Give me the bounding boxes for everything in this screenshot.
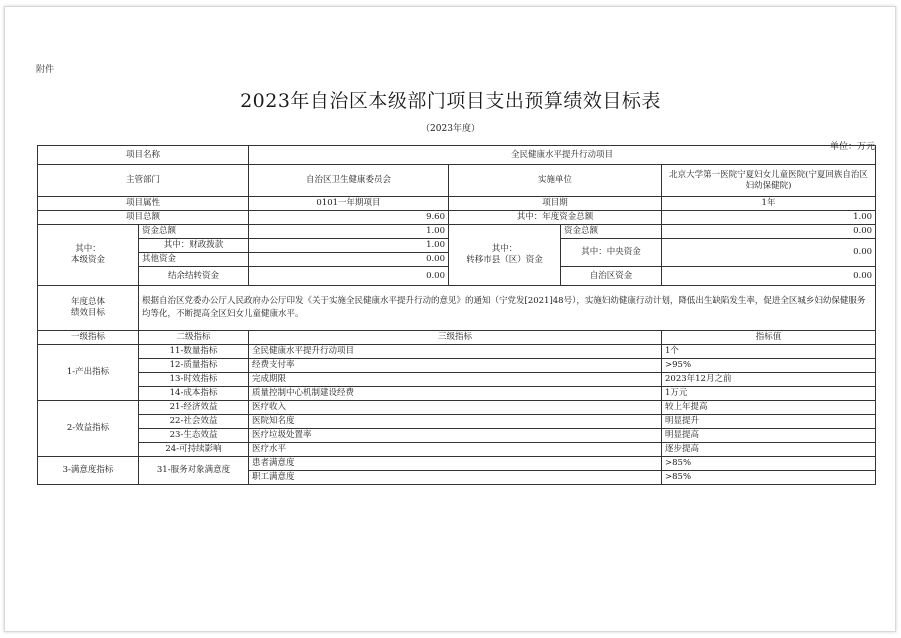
- annual-value: 1.00: [662, 211, 876, 225]
- carry-value: 0.00: [249, 267, 449, 286]
- total-label: 项目总额: [38, 211, 249, 225]
- t-central-value: 0.00: [662, 239, 876, 267]
- level3-cell: 经费支付率: [249, 359, 662, 373]
- level2-cell: 24-可持续影响: [139, 443, 249, 457]
- col-value-header: 指标值: [662, 331, 876, 345]
- other-value: 0.00: [249, 253, 449, 267]
- level2-cell: 13-时效指标: [139, 373, 249, 387]
- col-level1-header: 一级指标: [38, 331, 139, 345]
- t-total-value: 0.00: [662, 225, 876, 239]
- value-cell: >95%: [662, 359, 876, 373]
- col-level3-header: 三级指标: [249, 331, 662, 345]
- level3-cell: 全民健康水平提升行动项目: [249, 345, 662, 359]
- other-label: 其他资金: [139, 253, 249, 267]
- fiscal-label: 其中：财政拨款: [139, 239, 249, 253]
- level2-cell: 14-成本指标: [139, 387, 249, 401]
- value-cell: 逐步提高: [662, 443, 876, 457]
- level3-cell: 医疗收入: [249, 401, 662, 415]
- fiscal-value: 1.00: [249, 239, 449, 253]
- document-title: 2023年自治区本级部门项目支出预算绩效目标表: [240, 90, 661, 112]
- level2-cell: 12-质量指标: [139, 359, 249, 373]
- annual-label: 其中：年度资金总额: [449, 211, 662, 225]
- value-cell: >85%: [662, 471, 876, 485]
- project-name-value: 全民健康水平提升行动项目: [249, 146, 876, 165]
- impl-label: 实施单位: [449, 165, 662, 197]
- level2-cell: 22-社会效益: [139, 415, 249, 429]
- level3-cell: 医疗垃圾处置率: [249, 429, 662, 443]
- level1-benefit: 2-效益指标: [38, 401, 139, 457]
- value-cell: 明显提升: [662, 415, 876, 429]
- level3-cell: 职工满意度: [249, 471, 662, 485]
- level3-cell: 患者满意度: [249, 457, 662, 471]
- goal-text: 根据自治区党委办公厅人民政府办公厅印发《关于实施全民健康水平提升行动的意见》的通知（宁党发[2021]48号），实施妇幼健康行动计划，降低出生缺陷发生率，促进全区城乡妇幼保健服务均等化，不断提高全区妇女儿童健康水平。: [139, 286, 876, 331]
- level3-cell: 完成期限: [249, 373, 662, 387]
- goal-label: 年度总体 绩效目标: [38, 286, 139, 331]
- dept-value: 自治区卫生健康委员会: [249, 165, 449, 197]
- level1-satisfaction: 3-满意度指标: [38, 457, 139, 485]
- level3-cell: 质量控制中心机制建设经费: [249, 387, 662, 401]
- value-cell: 2023年12月之前: [662, 373, 876, 387]
- col-level2-header: 二级指标: [139, 331, 249, 345]
- level2-cell: 21-经济效益: [139, 401, 249, 415]
- level1-output: 1-产出指标: [38, 345, 139, 401]
- t-central-label: 其中：中央资金: [561, 239, 662, 267]
- document-subtitle: （2023年度）: [421, 124, 480, 134]
- period-label: 项目期: [449, 197, 662, 211]
- impl-value: 北京大学第一医院宁夏妇女儿童医院(宁夏回族自治区妇幼保健院): [662, 165, 876, 197]
- fund-total-value: 1.00: [249, 225, 449, 239]
- value-cell: 较上年提高: [662, 401, 876, 415]
- level2-cell: 11-数量指标: [139, 345, 249, 359]
- benji-label: 其中： 本级资金: [38, 225, 139, 286]
- level3-cell: 医疗水平: [249, 443, 662, 457]
- level2-cell: 23-生态效益: [139, 429, 249, 443]
- transfer-label: 其中： 转移市县（区）资金: [449, 225, 561, 286]
- level2-cell: 31-服务对象满意度: [139, 457, 249, 485]
- value-cell: >85%: [662, 457, 876, 471]
- carry-label: 结余结转资金: [139, 267, 249, 286]
- project-name-label: 项目名称: [38, 146, 249, 165]
- t-total-label: 资金总额: [561, 225, 662, 239]
- t-region-label: 自治区资金: [561, 267, 662, 286]
- value-cell: 明显提高: [662, 429, 876, 443]
- t-region-value: 0.00: [662, 267, 876, 286]
- attr-label: 项目属性: [38, 197, 249, 211]
- attr-value: 0101一年期项目: [249, 197, 449, 211]
- period-value: 1年: [662, 197, 876, 211]
- level3-cell: 医院知名度: [249, 415, 662, 429]
- total-value: 9.60: [249, 211, 449, 225]
- budget-table: [37, 145, 876, 485]
- value-cell: 1个: [662, 345, 876, 359]
- attachment-label: 附件: [36, 65, 55, 75]
- value-cell: 1万元: [662, 387, 876, 401]
- unit-label: 单位：万元: [829, 142, 875, 152]
- fund-total-label: 资金总额: [139, 225, 249, 239]
- dept-label: 主管部门: [38, 165, 249, 197]
